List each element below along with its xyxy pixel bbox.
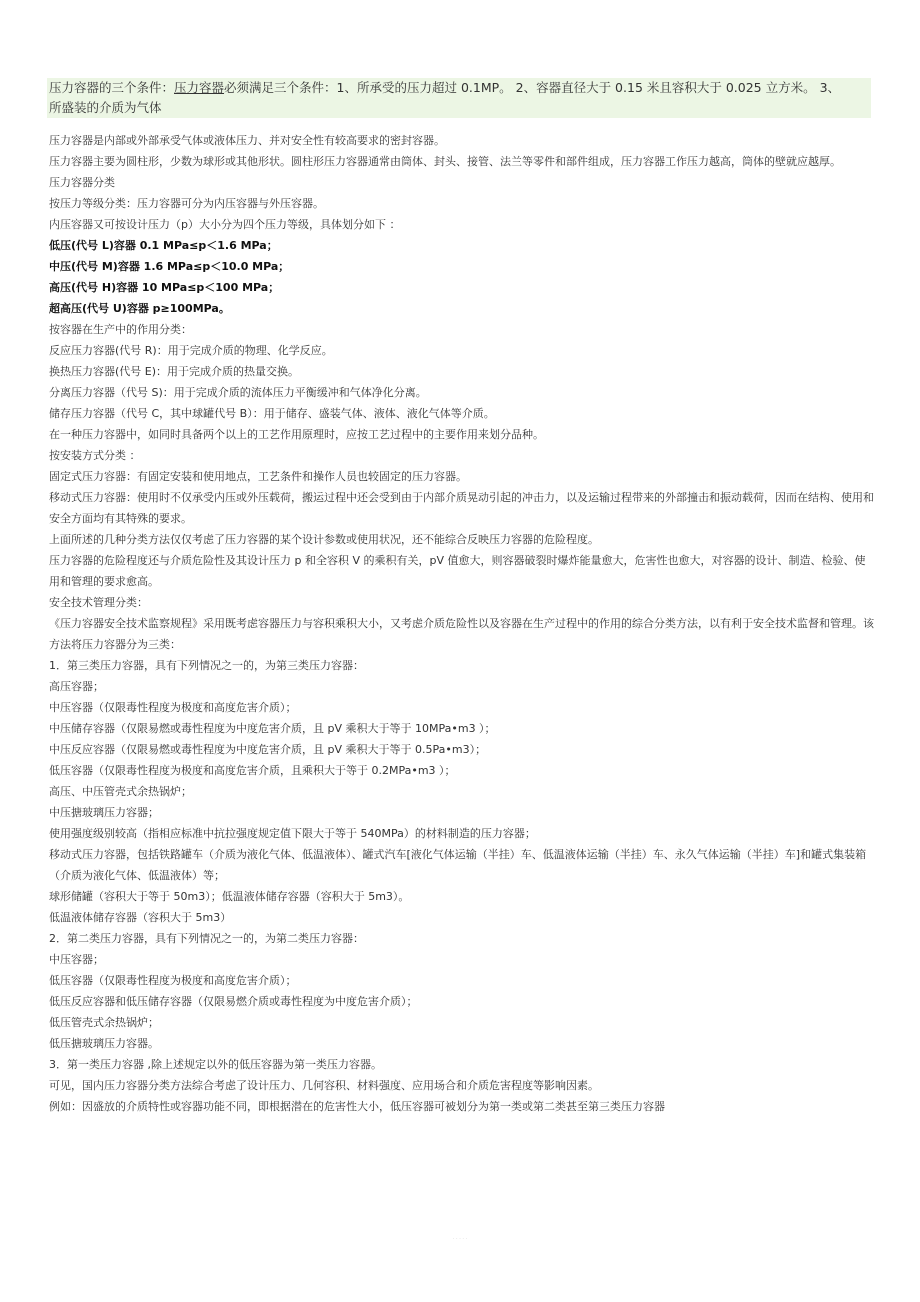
list-item: 中压搪玻璃压力容器；: [49, 806, 159, 819]
list-item: 高压容器；: [49, 680, 104, 693]
list-item: 低温液体储存容器（容积大于 5m3）: [49, 911, 232, 924]
paragraph-line: 移动式压力容器：使用时不仅承受内压或外压载荷，搬运过程中还会受到由于内部介质晃动引起的冲击力，以及运输过程带来的外部撞击和振动载荷，因而在结构、使用和安全方面均有其特殊的要求。: [49, 491, 874, 525]
list-item: 低压反应容器和低压储存容器（仅限易燃介质或毒性程度为中度危害介质）；: [49, 995, 418, 1008]
paragraph-line: 分离压力容器（代号 S)：用于完成介质的流体压力平衡缓冲和气体净化分离。: [49, 386, 427, 399]
section-heading: 按容器在生产中的作用分类：: [49, 323, 192, 336]
list-item: 球形储罐（容积大于等于 50m3）；低温液体储存容器（容积大于 5m3）。: [49, 890, 410, 903]
section-heading: 按安装方式分类 ：: [49, 449, 141, 462]
paragraph-line: 固定式压力容器：有固定安装和使用地点，工艺条件和操作人员也较固定的压力容器。: [49, 470, 467, 483]
pressure-vessel-link[interactable]: 压力容器: [174, 80, 225, 95]
class-heading: 2．第二类压力容器，具有下列情况之一的，为第二类压力容器：: [49, 932, 364, 945]
paragraph-line: 反应压力容器(代号 R)：用于完成介质的物理、化学反应。: [49, 344, 333, 357]
class-heading: 3．第一类压力容器 ,除上述规定以外的低压容器为第一类压力容器。: [49, 1058, 382, 1071]
list-item: 中压储存容器（仅限易燃或毒性程度为中度危害介质，且 pV 乘积大于等于 10MPa•m3 ）；: [49, 722, 496, 735]
highlighted-summary: [47, 78, 871, 118]
paragraph-line: 压力容器的危险程度还与介质危险性及其设计压力 p 和全容积 V 的乘积有关，pV 值愈大，则容器破裂时爆炸能量愈大，危害性也愈大，对容器的设计、制造、检验、使用和管理的要求愈高。: [49, 554, 866, 588]
list-item: 低压管壳式余热锅炉；: [49, 1016, 159, 1029]
paragraph-line: 换热压力容器(代号 E)：用于完成介质的热量交换。: [49, 365, 300, 378]
list-item: 低压搪玻璃压力容器。: [49, 1037, 159, 1050]
paragraph-line: 压力容器是内部或外部承受气体或液体压力、并对安全性有较高要求的密封容器。: [49, 134, 445, 147]
paragraph-line: 例如：因盛放的介质特性或容器功能不同，即根据潜在的危害性大小，低压容器可被划分为第一类或第二类甚至第三类压力容器: [49, 1100, 665, 1113]
pressure-level-item: 超高压(代号 U)容器 p≥100MPa。: [49, 302, 230, 315]
pressure-level-item: 低压(代号 L)容器 0.1 MPa≤p＜1.6 MPa；: [49, 239, 278, 252]
pressure-level-item: 中压(代号 M)容器 1.6 MPa≤p＜10.0 MPa；: [49, 260, 290, 273]
list-item: 高压、中压管壳式余热锅炉；: [49, 785, 192, 798]
list-item: 低压容器（仅限毒性程度为极度和高度危害介质）；: [49, 974, 297, 987]
summary-prefix: 压力容器的三个条件：: [49, 80, 175, 95]
paragraph-line: 在一种压力容器中，如同时具备两个以上的工艺作用原理时，应按工艺过程中的主要作用来划分品种。: [49, 428, 544, 441]
list-item: 低压容器（仅限毒性程度为极度和高度危害介质，且乘积大于等于 0.2MPa•m3 ）；: [49, 764, 456, 777]
list-item: 中压反应容器（仅限易燃或毒性程度为中度危害介质，且 pV 乘积大于等于 0.5Pa•m3）；: [49, 743, 487, 756]
section-heading: 压力容器分类: [49, 176, 115, 189]
paragraph-line: 压力容器主要为圆柱形，少数为球形或其他形状。圆柱形压力容器通常由筒体、封头、接管、法兰等零件和部件组成，压力容器工作压力越高，筒体的壁就应越厚。: [49, 155, 841, 168]
section-heading: 安全技术管理分类：: [49, 596, 148, 609]
list-item: 使用强度级别较高（指相应标准中抗拉强度规定值下限大于等于 540MPa）的材料制造的压力容器；: [49, 827, 536, 840]
paragraph-line: 内压容器又可按设计压力（p）大小分为四个压力等级，具体划分如下 ：: [49, 218, 401, 231]
summary-line-2: 所盛装的介质为气体: [49, 100, 162, 115]
summary-conditions: 必须满足三个条件：1、所承受的压力超过 0.1MP。 2、容器直径大于 0.15 米且容积大于 0.025 立方米。 3、: [224, 80, 841, 95]
paragraph-line: 按压力等级分类：压力容器可分为内压容器与外压容器。: [49, 197, 324, 210]
paragraph-line: 上面所述的几种分类方法仅仅考虑了压力容器的某个设计参数或使用状况，还不能综合反映压力容器的危险程度。: [49, 533, 599, 546]
summary-line-1: [49, 78, 869, 98]
page-footer-mark: · · · · ·: [452, 1236, 468, 1242]
paragraph-line: 储存压力容器（代号 C，其中球罐代号 B）：用于储存、盛装气体、液体、液化气体等介质。: [49, 407, 495, 420]
class-heading: 1．第三类压力容器，具有下列情况之一的，为第三类压力容器：: [49, 659, 364, 672]
list-item: 中压容器（仅限毒性程度为极度和高度危害介质）；: [49, 701, 297, 714]
paragraph-line: 《压力容器安全技术监察规程》采用既考虑容器压力与容积乘积大小，又考虑介质危险性以及容器在生产过程中的作用的综合分类方法，以有利于安全技术监督和管理。该方法将压力容器分为三类：: [49, 617, 874, 651]
paragraph-line: 可见，国内压力容器分类方法综合考虑了设计压力、几何容积、材料强度、应用场合和介质危害程度等影响因素。: [49, 1079, 599, 1092]
pressure-level-item: 高压(代号 H)容器 10 MPa≤p＜100 MPa；: [49, 281, 280, 294]
list-item: 移动式压力容器，包括铁路罐车（介质为液化气体、低温液体）、罐式汽车[液化气体运输（半挂）车、低温液体运输（半挂）车、永久气体运输（半挂）车]和罐式集装箱（介质为液化气体、低温液体）等；: [49, 848, 867, 882]
list-item: 中压容器；: [49, 953, 104, 966]
document-body: [49, 130, 875, 1117]
